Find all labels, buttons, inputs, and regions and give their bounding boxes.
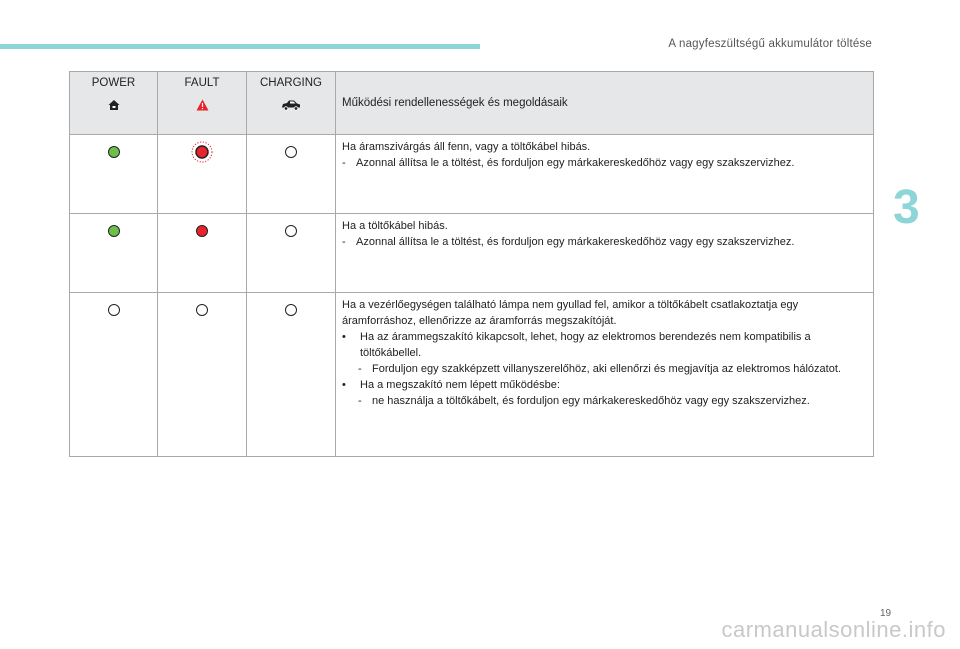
description-cell (336, 293, 874, 457)
sub-dash-item: - Forduljon egy szakképzett villanyszerelőhöz, aki ellenőrzi és megjavítja az elektromos hálózatot. (358, 363, 841, 375)
green-lamp-icon (108, 225, 120, 237)
column-description: Működési rendellenességek és megoldásaik (336, 72, 874, 135)
table-row (70, 214, 874, 293)
power-cell (70, 293, 158, 457)
off-lamp-icon (285, 225, 297, 237)
off-lamp-icon (285, 304, 297, 316)
off-lamp-icon (285, 146, 297, 158)
warning-triangle-icon (196, 99, 209, 111)
power-cell (70, 135, 158, 214)
off-lamp-icon (196, 304, 208, 316)
fault-cell (158, 135, 247, 214)
watermark-text: carmanualsonline.info (721, 617, 946, 642)
car-icon (281, 99, 301, 111)
sub-dash-item: - ne használja a töltőkábelt, és forduljon egy márkakereskedőhöz vagy egy szakszervizhez. (358, 395, 810, 407)
column-label-charging: CHARGING (260, 77, 322, 89)
fault-cell (158, 214, 247, 293)
power-cell (70, 214, 158, 293)
page-number: 19 (880, 608, 892, 619)
description-cell (336, 135, 874, 214)
fault-cell (158, 293, 247, 457)
column-charging (247, 72, 336, 135)
column-fault (158, 72, 247, 135)
column-label-fault: FAULT (184, 77, 220, 89)
charging-cell (247, 135, 336, 214)
red-blinking-lamp-icon (191, 141, 213, 163)
bullet-item: • Ha a megszakító nem lépett működésbe: (342, 379, 560, 391)
column-power (70, 72, 158, 135)
description-text: Ha áramszivárgás áll fenn, vagy a töltőkábel hibás. (342, 141, 591, 153)
charging-cell (247, 293, 336, 457)
bullet-item: • Ha az árammegszakító kikapcsolt, lehet, hogy az elektromos berendezés nem kompatibilis a töltőkábellel. (342, 331, 811, 359)
page-header-title: A nagyfeszültségű akkumulátor töltése (668, 38, 872, 50)
header-accent-bar (0, 44, 480, 49)
description-cell (336, 214, 874, 293)
green-lamp-icon (108, 146, 120, 158)
table-row (70, 293, 874, 457)
red-lamp-icon (196, 225, 208, 237)
column-label-power: POWER (91, 77, 136, 89)
chapter-number: 3 (893, 181, 920, 234)
table-row (70, 135, 874, 214)
indicator-table (69, 71, 874, 457)
dash-item: - Azonnal állítsa le a töltést, és forduljon egy márkakereskedőhöz vagy egy szakszervizhez. (342, 236, 795, 248)
dash-item: - Azonnal állítsa le a töltést, és forduljon egy márkakereskedőhöz vagy egy szakszervizhez. (342, 157, 795, 169)
table-header-row (70, 72, 874, 135)
house-icon (108, 99, 120, 111)
description-text: Ha a vezérlőegységen található lámpa nem gyullad fel, amikor a töltőkábelt csatlakoztatja egy áramforráshoz, ellenőrizze az áramforrás megszakítóját. (342, 299, 799, 327)
description-text: Ha a töltőkábel hibás. (342, 220, 448, 232)
charging-cell (247, 214, 336, 293)
off-lamp-icon (108, 304, 120, 316)
